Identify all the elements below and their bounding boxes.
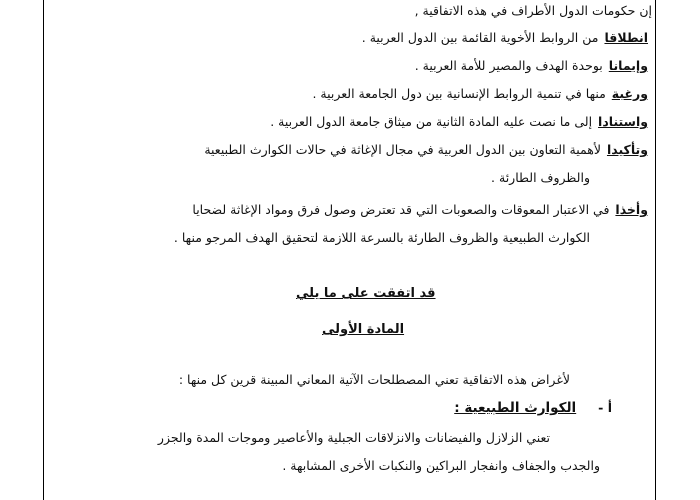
- preamble-text-1: من الروابط الأخوية القائمة بين الدول العربية .: [361, 30, 599, 45]
- preamble-text-5: لأهمية التعاون بين الدول العربية في مجال الإغاثة في حالات الكوارث الطبيعية: [204, 142, 601, 157]
- item-a-title: الكوارث الطبيعية :: [454, 400, 577, 416]
- left-border-line: [43, 0, 44, 500]
- preamble-keyword-2: وإيمانا: [608, 58, 648, 73]
- item-a-bullet: أ -: [598, 400, 612, 415]
- preamble-keyword-1: انطلاقا: [604, 30, 648, 45]
- preamble-line-6-continued: الكوارث الطبيعية والظروف الطارئة بالسرعة اللازمة لتحقيق الهدف المرجو منها .: [173, 230, 590, 245]
- preamble-text-6: في الاعتبار المعوقات والصعوبات التي قد تعترض وصول فرق ومواد الإغاثة لضحايا: [192, 202, 610, 217]
- preamble-line-2: [415, 58, 648, 74]
- definitions-intro: لأغراض هذه الاتفاقية تعني المصطلحات الآتية المعاني المبينة قرين كل منها :: [178, 372, 570, 387]
- preamble-keyword-5: وتأكيدا: [606, 142, 648, 157]
- preamble-line-1: [362, 30, 648, 46]
- item-a-heading: [454, 400, 612, 416]
- preamble-text-4: إلى ما نصت عليه المادة الثانية من ميثاق جامعة الدول العربية .: [270, 114, 593, 129]
- preamble-text-2: بوحدة الهدف والمصير للأمة العربية .: [414, 58, 603, 73]
- preamble-line-5: [204, 142, 648, 158]
- preamble-line-3: [312, 86, 648, 102]
- preamble-line-6: [192, 202, 648, 218]
- preamble-line-4: [270, 114, 648, 130]
- preamble-keyword-4: واستنادا: [598, 114, 648, 129]
- item-a-text-line-1: تعني الزلازل والفيضانات والانزلاقات الجبلية والأعاصير وموجات المدة والجزر: [157, 430, 550, 445]
- intro-line: إن حكومات الدول الأطراف في هذه الاتفاقية ,: [414, 3, 652, 18]
- agreed-heading: قد اتفقت على ما يلي: [296, 286, 436, 301]
- article-title: المادة الأولى: [322, 322, 405, 337]
- preamble-keyword-6: وأخذا: [615, 202, 648, 217]
- right-border-line: [655, 0, 656, 500]
- preamble-text-3: منها في تنمية الروابط الإنسانية بين دول الجامعة العربية .: [312, 86, 606, 101]
- item-a-text-line-2: والجدب والجفاف وانفجار البراكين والنكبات الأخرى المشابهة .: [282, 458, 600, 473]
- preamble-keyword-3: ورغبة: [611, 86, 648, 101]
- preamble-line-5-continued: والظروف الطارئة .: [491, 170, 590, 185]
